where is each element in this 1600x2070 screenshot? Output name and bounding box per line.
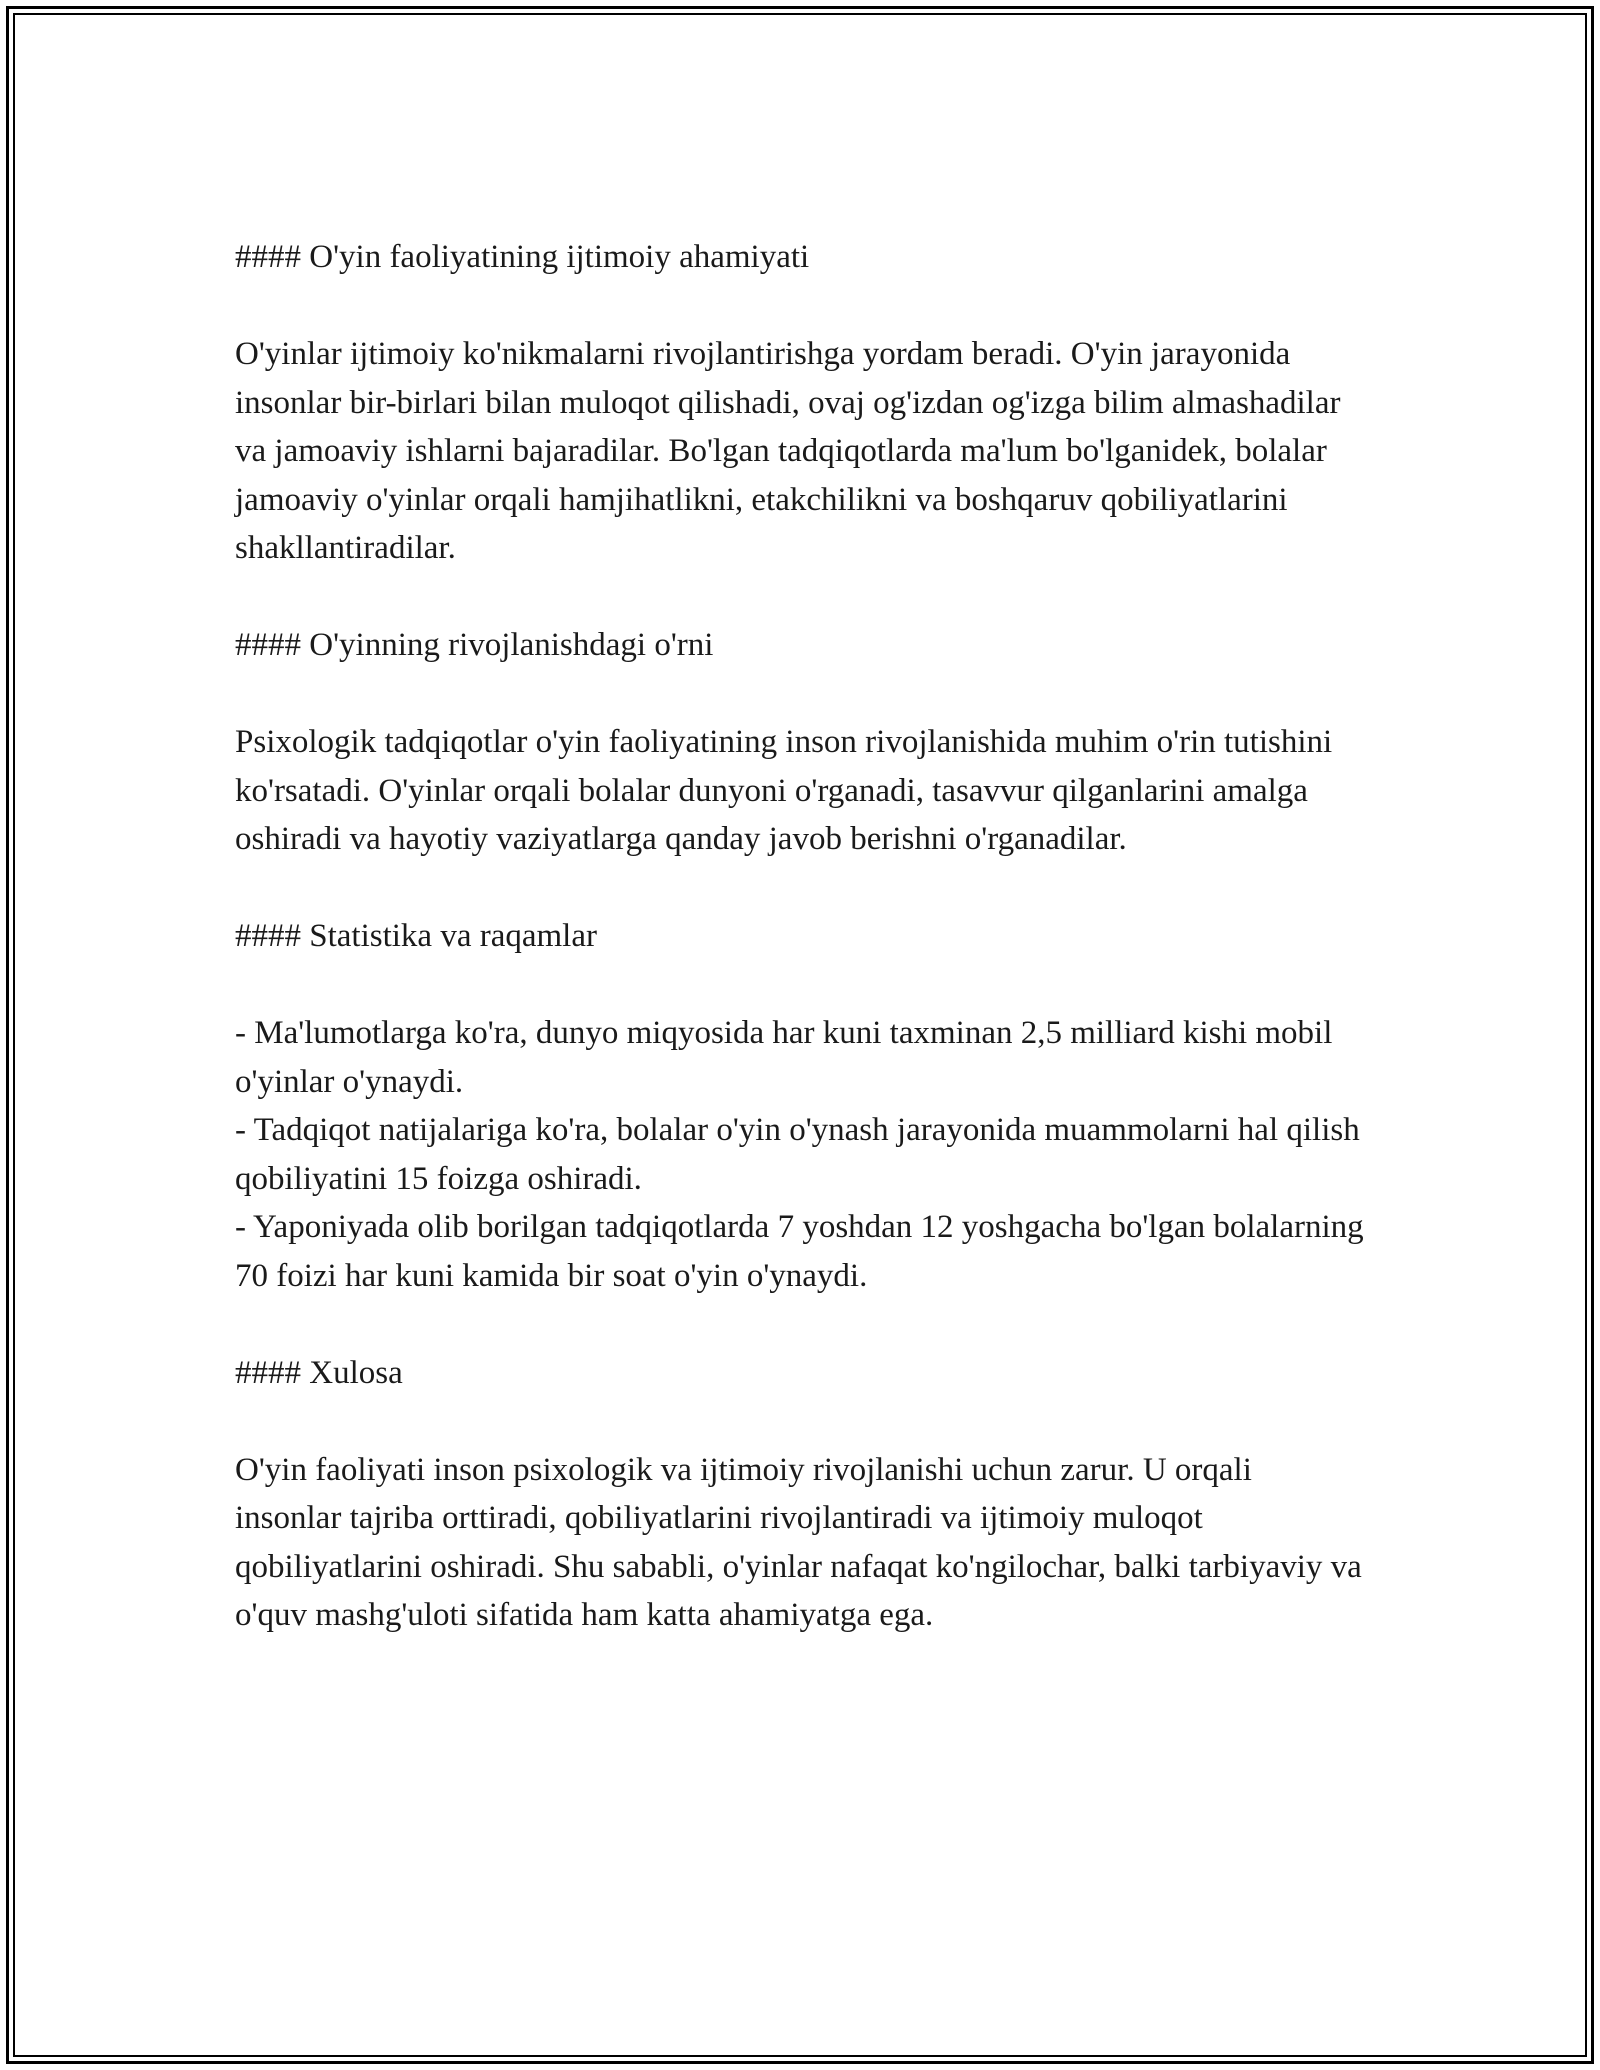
section-paragraph: O'yinlar ijtimoiy ko'nikmalarni rivojlantirishga yordam beradi. O'yin jarayonida insonlar bir-birlari bilan muloqot qilishadi, ovaj og'izdan og'izga bilim almashadilar va jamoaviy ishlarni bajaradilar. Bo'lgan tadqiqotlarda ma'lum bo'lganidek, bolalar jamoaviy o'yinlar orqali hamjihatlikni, etakchilikni va boshqaruv qobiliyatlarini shakllantiradilar.: [235, 336, 1341, 566]
section-paragraph: O'yin faoliyati inson psixologik va ijtimoiy rivojlanishi uchun zarur. U orqali insonlar tajriba orttiradi, qobiliyatlarini rivojlantiradi va ijtimoiy muloqot qobiliyatlarini oshiradi. Shu sababli, o'yinlar nafaqat ko'ngilochar, balki tarbiyaviy va o'quv mashg'uloti sifatida ham katta ahamiyatga ega.: [235, 1451, 1362, 1633]
list-item: - Tadqiqot natijalariga ko'ra, bolalar o'yin o'ynash jarayonida muammolarni hal qilish qobiliyatini 15 foizga oshiradi.: [235, 1112, 1360, 1197]
section-heading: #### O'yinning rivojlanishdagi o'rni: [235, 627, 714, 663]
section-conclusion: [235, 1349, 1365, 1640]
section-heading: #### Statistika va raqamlar: [235, 918, 597, 954]
section-statistics: [235, 912, 1365, 1300]
section-role-in-development: [235, 621, 1365, 864]
list-item: - Yaponiyada olib borilgan tadqiqotlarda 7 yoshdan 12 yoshgacha bo'lgan bolalarning 70 foizi har kuni kamida bir soat o'yin o'ynaydi.: [235, 1209, 1364, 1294]
statistics-list: [235, 1009, 1365, 1300]
section-heading: #### Xulosa: [235, 1354, 403, 1391]
section-heading: #### O'yin faoliyatining ijtimoiy ahamiyati: [235, 239, 810, 275]
section-paragraph: Psixologik tadqiqotlar o'yin faoliyatining inson rivojlanishida muhim o'rin tutishini ko'rsatadi. O'yinlar orqali bolalar dunyoni o'rganadi, tasavvur qilganlarini amalga oshiradi va hayotiy vaziyatlarga qanday javob berishni o'rganadilar.: [235, 724, 1333, 857]
section-social-importance: [235, 233, 1365, 573]
list-item: - Ma'lumotlarga ko'ra, dunyo miqyosida har kuni taxminan 2,5 milliard kishi mobil o'yinlar o'ynaydi.: [235, 1015, 1333, 1100]
document-body: [235, 233, 1365, 1688]
